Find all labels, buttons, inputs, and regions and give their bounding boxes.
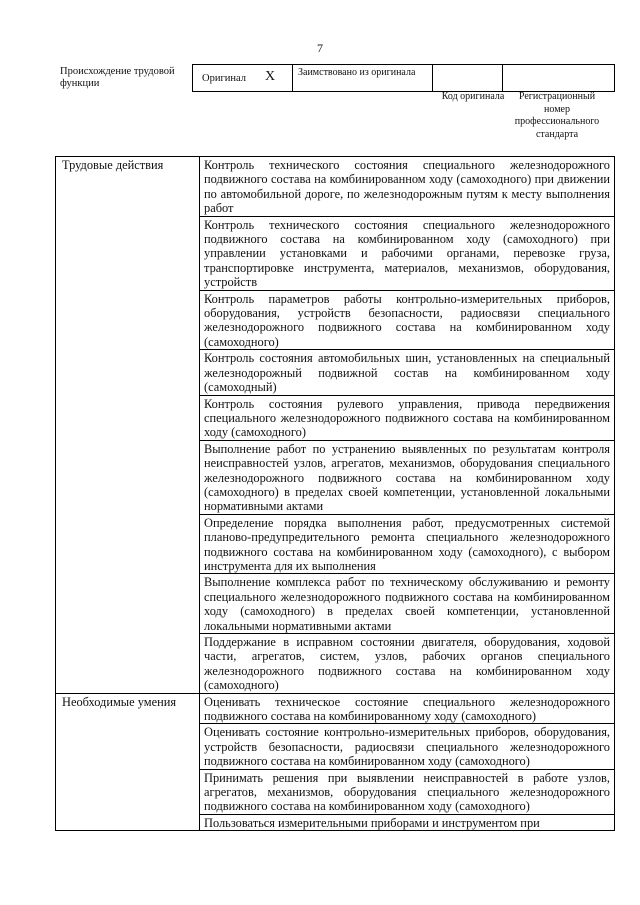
reg-number-caption: Регистрационный номер профессионального стандарта bbox=[514, 91, 600, 140]
category-cell: Трудовые действия bbox=[56, 157, 200, 694]
origin-table bbox=[192, 64, 615, 92]
requirement-cell: Принимать решения при выявлении неисправностей в работе узлов, агрегатов, механизмов, оборудования специального железнодорожного подвижного состава на комбинированном ходу (самоходного) bbox=[200, 769, 615, 814]
requirement-cell: Оценивать состояние контрольно-измерительных приборов, оборудования, устройств безопасности, радиосвязи специального железнодорожного подвижного состава на комбинированном ходу (самоходного) bbox=[200, 724, 615, 769]
original-mark: X bbox=[265, 69, 276, 84]
requirement-cell: Контроль технического состояния специального железнодорожного подвижного состава на комбинированном ходу (самоходного) при движении по автомобильной дороге, по железнодорожным путям к месту выполнения работ bbox=[200, 157, 615, 217]
requirement-cell: Контроль параметров работы контрольно-измерительных приборов, оборудования, устройств безопасности, радиосвязи специального железнодорожного подвижного состава на комбинированном ходу (самоходного) bbox=[200, 290, 615, 350]
page-number: 7 bbox=[317, 41, 323, 55]
code-cell bbox=[433, 65, 503, 91]
requirement-cell: Контроль состояния рулевого управления, привода передвижения специального железнодорожного подвижного состава на комбинированном ходу (самоходного) bbox=[200, 395, 615, 440]
table-row bbox=[56, 157, 615, 217]
requirement-cell: Выполнение работ по устранению выявленных по результатам контроля неисправностей узлов, агрегатов, механизмов, оборудования специального железнодорожного подвижного состава на комбинированном ходу (самоходного) в пределах своей компетенции, установленной локальными нормативными актами bbox=[200, 440, 615, 514]
requirement-cell: Определение порядка выполнения работ, предусмотренных системой планово-предупредительного ремонта специального железнодорожного подвижного состава на комбинированном ходу (самоходного), с выбором инструмента для их выполнения bbox=[200, 514, 615, 574]
origin-label: Происхождение трудовой функции bbox=[60, 66, 175, 89]
borrowed-cell: Заимствовано из оригинала bbox=[293, 65, 433, 91]
category-cell: Необходимые умения bbox=[56, 693, 200, 831]
function-table bbox=[55, 156, 615, 831]
code-original-caption: Код оригинала bbox=[441, 91, 505, 102]
requirement-cell: Выполнение комплекса работ по техническому обслуживанию и ремонту специального железнодорожного подвижного состава на комбинированном ходу (самоходного) в пределах своей компетенции, установленной локальными нормативными актами bbox=[200, 574, 615, 634]
original-cell bbox=[193, 65, 293, 91]
requirement-cell: Пользоваться измерительными приборами и инструментом при bbox=[200, 814, 615, 830]
original-label: Оригинал bbox=[202, 73, 246, 84]
table-row bbox=[56, 693, 615, 724]
reg-number-cell bbox=[503, 65, 614, 91]
requirement-cell: Контроль технического состояния специального железнодорожного подвижного состава на комбинированном ходу (самоходного) при управлении установками и рабочими органами, перевозке груза, транспортировке инструмента, материалов, механизмов, оборудования, устройств bbox=[200, 216, 615, 290]
requirement-cell: Контроль состояния автомобильных шин, установленных на специальный железнодорожный подвижной состав на комбинированном ходу (самоходный) bbox=[200, 350, 615, 395]
requirement-cell: Оценивать техническое состояние специального железнодорожного подвижного состава на комбинированному ходу (самоходного) bbox=[200, 693, 615, 724]
requirement-cell: Поддержание в исправном состоянии двигателя, оборудования, ходовой части, агрегатов, систем, узлов, рабочих органов специального железнодорожного подвижного состава на комбинированном ходу (самоходного) bbox=[200, 634, 615, 694]
